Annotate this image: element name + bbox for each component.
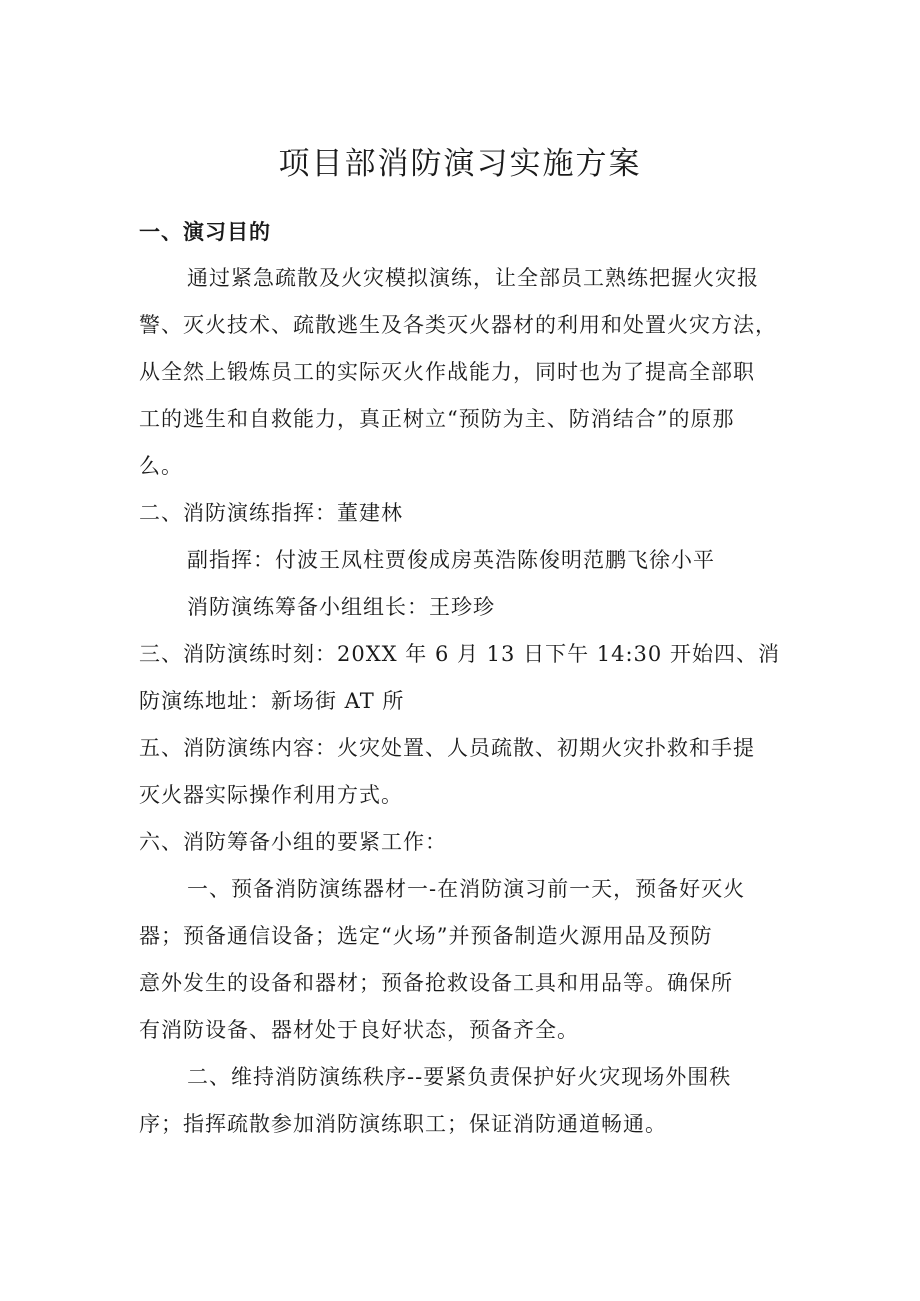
section-location: 防演练地址：新场街 AT 所: [139, 689, 405, 713]
duty-1-line: 有消防设备、器材处于良好状态，预备齐全。: [139, 1018, 579, 1042]
duty-1-line: 意外发生的设备和器材；预备抢救设备工具和用品等。确保所: [139, 971, 733, 995]
section-time: 三、消防演练时刻：20XX 年 6 月 13 日下午 14:30 开始四、消: [139, 642, 780, 666]
duty-1-line: 器；预备通信设备；选定“火场”并预备制造火源用品及预防: [139, 924, 713, 948]
paragraph-line: 警、灭火技术、疏散逃生及各类灭火器材的利用和处置火灾方法，: [139, 313, 777, 337]
section-prep-duties: 六、消防筹备小组的要紧工作：: [139, 830, 447, 854]
prep-group-leader: 消防演练筹备小组组长：王珍珍: [187, 595, 495, 619]
paragraph-line: 灭火器实际操作利用方式。: [139, 783, 403, 807]
paragraph-line: 工的逃生和自救能力，真正树立“预防为主、防消结合”的原那: [139, 407, 735, 431]
paragraph-line: 么。: [139, 454, 183, 478]
document-body: [139, 208, 787, 1148]
duty-1-line: 一、预备消防演练器材一-在消防演习前一天，预备好灭火: [187, 877, 746, 901]
deputy-commanders: 副指挥：付波王凤柱贾俊成房英浩陈俊明范鹏飞徐小平: [187, 548, 715, 572]
section-commander: 二、消防演练指挥：董建林: [139, 501, 403, 525]
paragraph-line: 通过紧急疏散及火灾模拟演练，让全部员工熟练把握火灾报: [187, 266, 759, 290]
duty-2-line: 二、维持消防演练秩序--要紧负责保护好火灾现场外围秩: [187, 1065, 732, 1089]
section-content: 五、消防演练内容：火灾处置、人员疏散、初期火灾扑救和手提: [139, 736, 755, 760]
duty-2-line: 序；指挥疏散参加消防演练职工；保证消防通道畅通。: [139, 1112, 667, 1136]
section-heading-purpose: 一、演习目的: [139, 219, 271, 244]
document-title: 项目部消防演习实施方案: [278, 146, 642, 182]
paragraph-line: 从全然上锻炼员工的实际灭火作战能力，同时也为了提高全部职: [139, 360, 755, 384]
